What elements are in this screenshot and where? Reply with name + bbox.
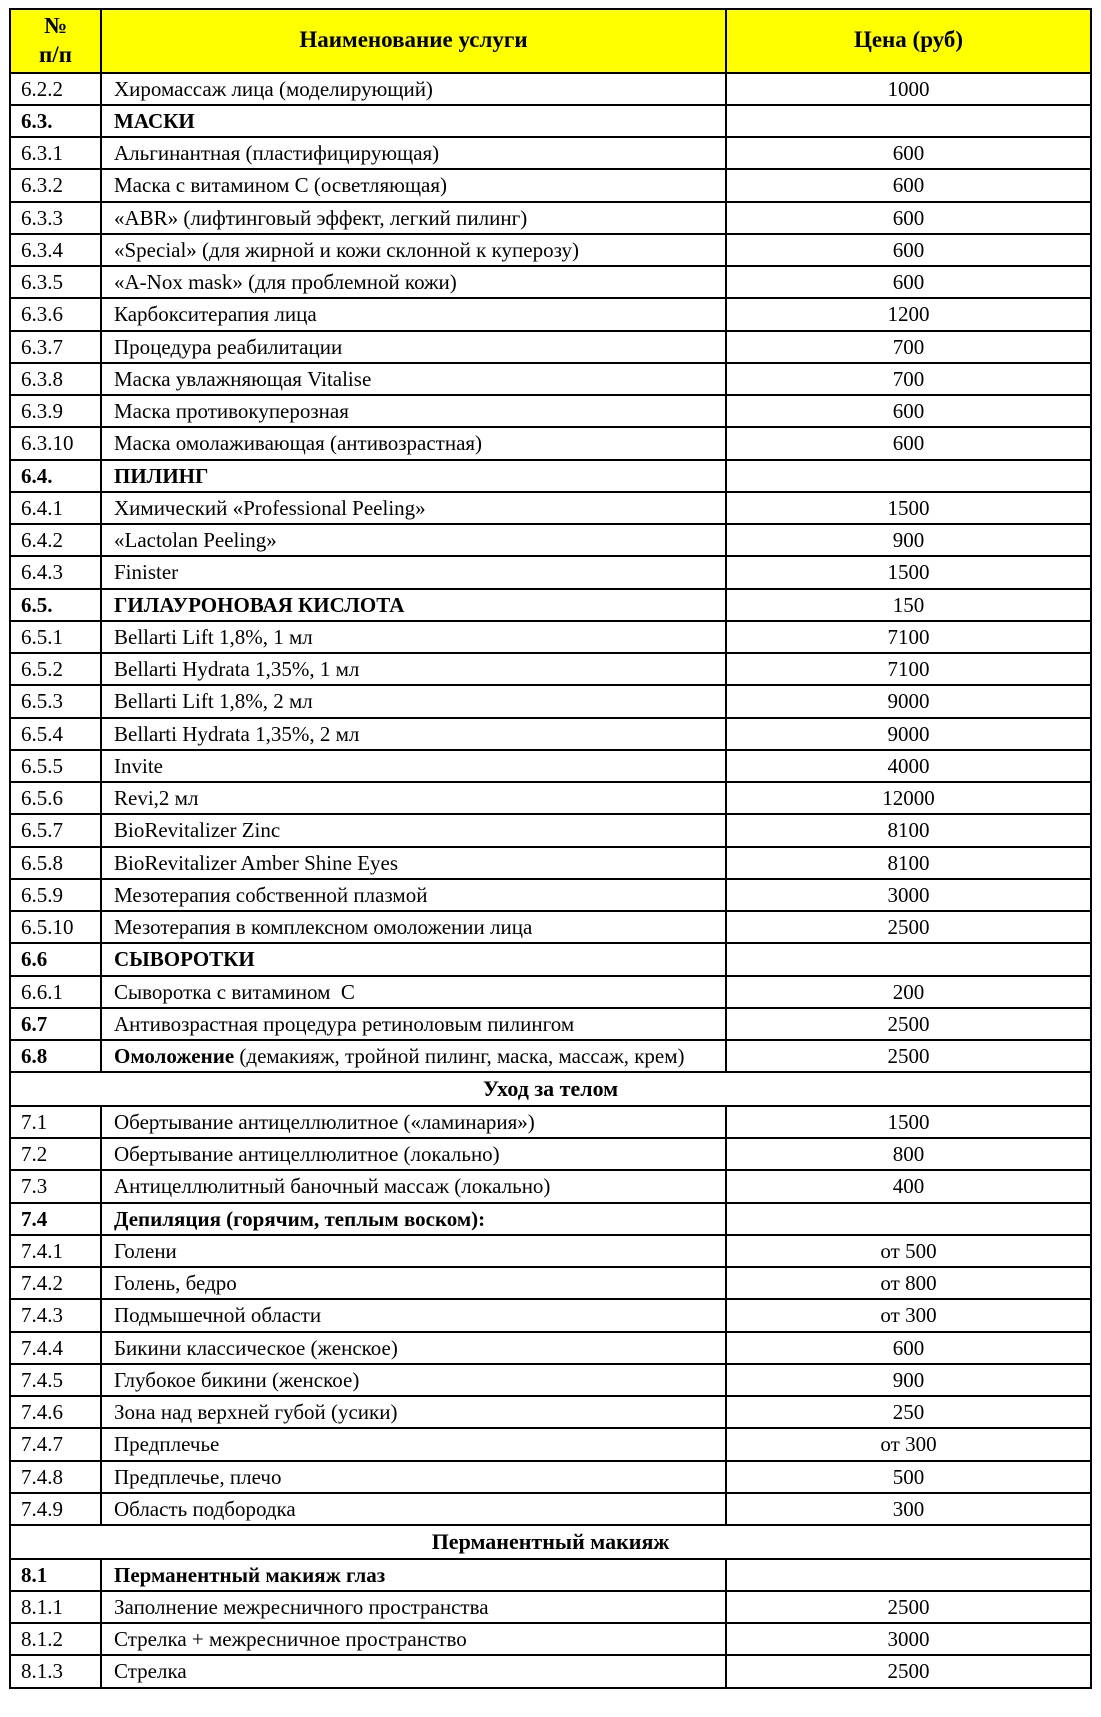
price-cell: 8100: [726, 814, 1091, 846]
price-cell: [726, 1559, 1091, 1591]
service-name-bold-part: Омоложение: [114, 1044, 235, 1068]
table-row: [10, 73, 1091, 105]
price-cell: 3000: [726, 879, 1091, 911]
row-number-cell: 7.4.9: [10, 1493, 101, 1525]
table-row: [10, 234, 1091, 266]
service-name-cell: Bellarti Lift 1,8%, 2 мл: [101, 685, 726, 717]
price-cell: 3000: [726, 1623, 1091, 1655]
table-row: [10, 1396, 1091, 1428]
row-number-cell: 6.6: [10, 943, 101, 975]
table-row: [10, 1138, 1091, 1170]
service-name-cell: МАСКИ: [101, 105, 726, 137]
row-number-cell: 7.1: [10, 1106, 101, 1138]
service-name-cell: BioRevitalizer Zinc: [101, 814, 726, 846]
price-table: [9, 8, 1092, 1689]
price-cell: 800: [726, 1138, 1091, 1170]
table-row: [10, 395, 1091, 427]
table-row: [10, 879, 1091, 911]
price-cell: 200: [726, 976, 1091, 1008]
row-number-cell: 6.5.: [10, 589, 101, 621]
table-row: [10, 621, 1091, 653]
service-name-cell: Химический «Professional Peeling»: [101, 492, 726, 524]
service-name-cell: Bellarti Hydrata 1,35%, 1 мл: [101, 653, 726, 685]
service-name-cell: Предплечье, плечо: [101, 1461, 726, 1493]
table-row: [10, 911, 1091, 943]
service-name-cell: Область подбородка: [101, 1493, 726, 1525]
price-cell: 2500: [726, 1040, 1091, 1072]
row-number-cell: 6.3.3: [10, 202, 101, 234]
table-row: [10, 1461, 1091, 1493]
row-number-cell: 6.3.4: [10, 234, 101, 266]
table-row: [10, 1235, 1091, 1267]
row-number-cell: 6.2.2: [10, 73, 101, 105]
service-name-cell: Депиляция (горячим, теплым воском):: [101, 1203, 726, 1235]
section-title: Перманентный макияж: [10, 1525, 1091, 1559]
service-name-cell: Антивозрастная процедура ретиноловым пилингом: [101, 1008, 726, 1040]
price-cell: 900: [726, 1364, 1091, 1396]
column-header-number: [10, 9, 101, 73]
service-name-cell: «Special» (для жирной и кожи склонной к куперозу): [101, 234, 726, 266]
row-number-cell: 7.4.8: [10, 1461, 101, 1493]
price-cell: 9000: [726, 718, 1091, 750]
price-table-body: [10, 73, 1091, 1688]
row-number-cell: 6.6.1: [10, 976, 101, 1008]
group-row: [10, 589, 1091, 621]
price-cell: 300: [726, 1493, 1091, 1525]
service-name-cell: Голени: [101, 1235, 726, 1267]
service-name-cell: Invite: [101, 750, 726, 782]
group-row: [10, 943, 1091, 975]
table-row: [10, 298, 1091, 330]
price-cell: 900: [726, 524, 1091, 556]
table-row: [10, 1493, 1091, 1525]
service-name-cell: Подмышечной области: [101, 1299, 726, 1331]
table-row: [10, 556, 1091, 588]
row-number-cell: 6.5.9: [10, 879, 101, 911]
table-row: [10, 1299, 1091, 1331]
group-row: [10, 1559, 1091, 1591]
row-number-cell: 8.1: [10, 1559, 101, 1591]
service-name-cell: Мезотерапия собственной плазмой: [101, 879, 726, 911]
price-cell: 500: [726, 1461, 1091, 1493]
price-cell: 400: [726, 1170, 1091, 1202]
table-row: [10, 847, 1091, 879]
table-row: [10, 1332, 1091, 1364]
service-name-cell: Перманентный макияж глаз: [101, 1559, 726, 1591]
service-name-cell: Мезотерапия в комплексном омоложении лица: [101, 911, 726, 943]
service-name-cell: Зона над верхней губой (усики): [101, 1396, 726, 1428]
price-cell: 12000: [726, 782, 1091, 814]
row-number-cell: 6.5.7: [10, 814, 101, 846]
section-row: [10, 1072, 1091, 1106]
price-cell: 2500: [726, 911, 1091, 943]
price-cell: 8100: [726, 847, 1091, 879]
table-row: [10, 363, 1091, 395]
service-name-cell: Заполнение межресничного пространства: [101, 1591, 726, 1623]
service-name-cell: Finister: [101, 556, 726, 588]
table-row: [10, 976, 1091, 1008]
service-name-cell: Омоложение (демакияж, тройной пилинг, маска, массаж, крем): [101, 1040, 726, 1072]
service-name-cell: Стрелка: [101, 1655, 726, 1687]
price-cell: 600: [726, 266, 1091, 298]
row-number-cell: 6.5.6: [10, 782, 101, 814]
row-number-cell: 7.4.6: [10, 1396, 101, 1428]
price-cell: от 300: [726, 1299, 1091, 1331]
section-row: [10, 1525, 1091, 1559]
price-cell: [726, 460, 1091, 492]
row-number-cell: 8.1.1: [10, 1591, 101, 1623]
row-number-cell: 7.4.4: [10, 1332, 101, 1364]
price-cell: 2500: [726, 1591, 1091, 1623]
price-cell: 150: [726, 589, 1091, 621]
service-name-cell: Бикини классическое (женское): [101, 1332, 726, 1364]
table-row: [10, 1267, 1091, 1299]
table-row: [10, 169, 1091, 201]
price-cell: 700: [726, 331, 1091, 363]
price-cell: 2500: [726, 1008, 1091, 1040]
service-name-cell: Обертывание антицеллюлитное («ламинария»): [101, 1106, 726, 1138]
table-row: [10, 427, 1091, 459]
table-row: [10, 750, 1091, 782]
row-number-cell: 6.4.2: [10, 524, 101, 556]
table-row: [10, 266, 1091, 298]
header-row: [10, 9, 1091, 73]
row-number-cell: 7.2: [10, 1138, 101, 1170]
price-cell: от 800: [726, 1267, 1091, 1299]
row-number-cell: 6.3.10: [10, 427, 101, 459]
row-number-cell: 7.4.7: [10, 1428, 101, 1460]
table-row: [10, 524, 1091, 556]
service-name-cell: BioRevitalizer Amber Shine Eyes: [101, 847, 726, 879]
service-name-cell: СЫВОРОТКИ: [101, 943, 726, 975]
service-name-cell: Маска увлажняющая Vitalise: [101, 363, 726, 395]
group-row: [10, 460, 1091, 492]
service-name-cell: Предплечье: [101, 1428, 726, 1460]
price-cell: 4000: [726, 750, 1091, 782]
row-number-cell: 6.3.2: [10, 169, 101, 201]
row-number-cell: 7.4.5: [10, 1364, 101, 1396]
service-name-cell: Голень, бедро: [101, 1267, 726, 1299]
service-name-cell: Альгинантная (пластифицирующая): [101, 137, 726, 169]
service-name-cell: Маска противокуперозная: [101, 395, 726, 427]
price-cell: 600: [726, 234, 1091, 266]
service-name-cell: «Lactolan Peeling»: [101, 524, 726, 556]
service-name-cell: Маска омолаживающая (антивозрастная): [101, 427, 726, 459]
row-number-cell: 6.4.3: [10, 556, 101, 588]
price-cell: [726, 1203, 1091, 1235]
group-row: [10, 105, 1091, 137]
price-cell: 7100: [726, 621, 1091, 653]
group-row: [10, 1203, 1091, 1235]
row-number-cell: 6.3.5: [10, 266, 101, 298]
price-cell: 700: [726, 363, 1091, 395]
price-cell: 7100: [726, 653, 1091, 685]
table-row: [10, 202, 1091, 234]
price-cell: 9000: [726, 685, 1091, 717]
row-number-cell: 6.4.1: [10, 492, 101, 524]
column-header-number-line2: п/п: [39, 41, 72, 67]
row-number-cell: 8.1.3: [10, 1655, 101, 1687]
table-row: [10, 331, 1091, 363]
price-cell: от 500: [726, 1235, 1091, 1267]
row-number-cell: 6.8: [10, 1040, 101, 1072]
row-number-cell: 6.3.9: [10, 395, 101, 427]
table-row: [10, 137, 1091, 169]
service-name-cell: Bellarti Hydrata 1,35%, 2 мл: [101, 718, 726, 750]
service-name-cell: Стрелка + межресничное пространство: [101, 1623, 726, 1655]
table-row: [10, 1008, 1091, 1040]
row-number-cell: 6.3.: [10, 105, 101, 137]
row-number-cell: 7.4.3: [10, 1299, 101, 1331]
service-name-cell: Обертывание антицеллюлитное (локально): [101, 1138, 726, 1170]
service-name-cell: ГИЛАУРОНОВАЯ КИСЛОТА: [101, 589, 726, 621]
table-row: [10, 782, 1091, 814]
price-cell: 250: [726, 1396, 1091, 1428]
service-name-cell: Хиромассаж лица (моделирующий): [101, 73, 726, 105]
table-row: [10, 1655, 1091, 1687]
service-name-cell: Антицеллюлитный баночный массаж (локально): [101, 1170, 726, 1202]
row-number-cell: 6.5.1: [10, 621, 101, 653]
service-name-cell: Карбокситерапия лица: [101, 298, 726, 330]
service-name-cell: Процедура реабилитации: [101, 331, 726, 363]
column-header-number-line1: №: [43, 13, 68, 38]
service-name-cell: «ABR» (лифтинговый эффект, легкий пилинг): [101, 202, 726, 234]
table-row: [10, 685, 1091, 717]
service-name-cell: ПИЛИНГ: [101, 460, 726, 492]
service-name-cell: Глубокое бикини (женское): [101, 1364, 726, 1396]
row-number-cell: 6.5.5: [10, 750, 101, 782]
price-cell: 1000: [726, 73, 1091, 105]
table-row: [10, 1428, 1091, 1460]
price-cell: 600: [726, 202, 1091, 234]
row-number-cell: 6.3.6: [10, 298, 101, 330]
row-number-cell: 6.5.3: [10, 685, 101, 717]
row-number-cell: 7.3: [10, 1170, 101, 1202]
row-number-cell: 7.4: [10, 1203, 101, 1235]
row-number-cell: 6.5.4: [10, 718, 101, 750]
table-row: [10, 1623, 1091, 1655]
column-header-price: Цена (руб): [726, 9, 1091, 73]
column-header-service: Наименование услуги: [101, 9, 726, 73]
service-name-cell: Bellarti Lift 1,8%, 1 мл: [101, 621, 726, 653]
price-cell: от 300: [726, 1428, 1091, 1460]
row-number-cell: 6.7: [10, 1008, 101, 1040]
price-cell: [726, 943, 1091, 975]
price-cell: 1200: [726, 298, 1091, 330]
price-cell: 600: [726, 169, 1091, 201]
price-cell: 600: [726, 137, 1091, 169]
row-number-cell: 6.5.2: [10, 653, 101, 685]
table-row: [10, 814, 1091, 846]
price-cell: 2500: [726, 1655, 1091, 1687]
price-cell: 1500: [726, 492, 1091, 524]
table-row: [10, 1591, 1091, 1623]
table-row: [10, 1170, 1091, 1202]
row-number-cell: 6.3.1: [10, 137, 101, 169]
price-cell: [726, 105, 1091, 137]
table-row: [10, 1040, 1091, 1072]
row-number-cell: 7.4.1: [10, 1235, 101, 1267]
service-name-cell: Сыворотка с витамином С: [101, 976, 726, 1008]
service-name-cell: «A-Nox mask» (для проблемной кожи): [101, 266, 726, 298]
row-number-cell: 6.3.7: [10, 331, 101, 363]
price-cell: 1500: [726, 1106, 1091, 1138]
row-number-cell: 6.5.8: [10, 847, 101, 879]
row-number-cell: 8.1.2: [10, 1623, 101, 1655]
price-cell: 600: [726, 1332, 1091, 1364]
row-number-cell: 7.4.2: [10, 1267, 101, 1299]
row-number-cell: 6.4.: [10, 460, 101, 492]
table-row: [10, 653, 1091, 685]
price-cell: 600: [726, 427, 1091, 459]
table-row: [10, 1106, 1091, 1138]
row-number-cell: 6.3.8: [10, 363, 101, 395]
service-name-cell: Revi,2 мл: [101, 782, 726, 814]
price-cell: 600: [726, 395, 1091, 427]
price-cell: 1500: [726, 556, 1091, 588]
row-number-cell: 6.5.10: [10, 911, 101, 943]
section-title: Уход за телом: [10, 1072, 1091, 1106]
table-row: [10, 718, 1091, 750]
table-row: [10, 1364, 1091, 1396]
service-name-cell: Маска с витамином С (осветляющая): [101, 169, 726, 201]
table-row: [10, 492, 1091, 524]
